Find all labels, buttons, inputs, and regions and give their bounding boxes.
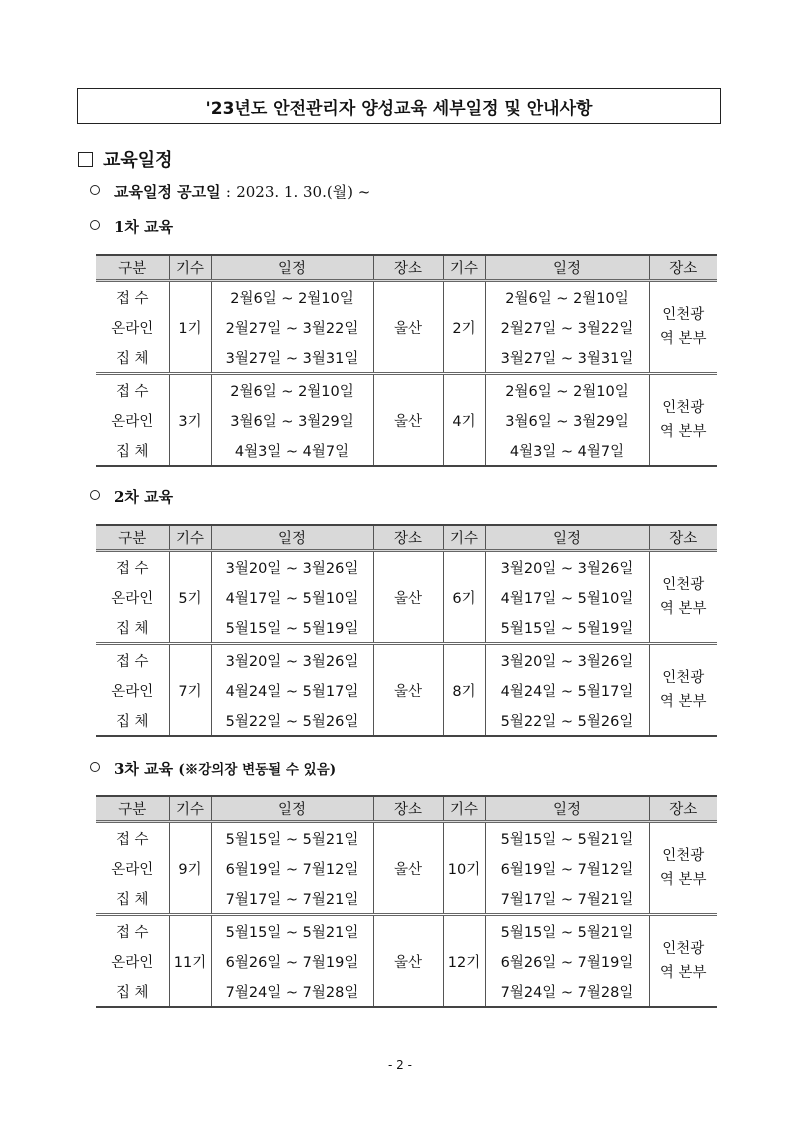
date-cell: 4월3일 ~ 4월7일 — [211, 435, 373, 466]
checkbox-square-icon — [78, 152, 93, 167]
date-cell: 4월17일 ~ 5월10일 — [485, 582, 649, 612]
term-cell: 1기 — [169, 281, 211, 374]
date-cell: 7월24일 ~ 7월28일 — [211, 976, 373, 1007]
date-cell: 4월24일 ~ 5월17일 — [211, 675, 373, 705]
column-header: 기수 — [169, 525, 211, 551]
place-cell: 울산 — [373, 551, 443, 644]
place-cell: 인천광역 본부 — [649, 822, 717, 915]
schedule-table — [96, 254, 717, 467]
term-cell: 4기 — [443, 374, 485, 467]
circle-bullet-icon — [90, 762, 100, 772]
row-label: 집 체 — [96, 976, 169, 1007]
place-cell: 울산 — [373, 374, 443, 467]
column-header: 기수 — [443, 525, 485, 551]
date-cell: 2월6일 ~ 2월10일 — [485, 281, 649, 313]
column-header: 일정 — [485, 525, 649, 551]
date-cell: 3월20일 ~ 3월26일 — [485, 644, 649, 676]
section-heading — [78, 146, 173, 172]
row-label: 접 수 — [96, 551, 169, 583]
announce-value: 2023. 1. 30.(월) ~ — [236, 183, 371, 201]
row-label: 접 수 — [96, 822, 169, 854]
column-header: 일정 — [211, 255, 373, 281]
schedule-table — [96, 524, 717, 737]
place-cell: 인천광역 본부 — [649, 374, 717, 467]
term-cell: 7기 — [169, 644, 211, 737]
row-label: 집 체 — [115, 891, 149, 908]
block-heading — [90, 486, 173, 507]
place-cell: 울산 — [373, 644, 443, 737]
term-cell: 2기 — [443, 281, 485, 374]
block-heading — [90, 216, 173, 237]
date-cell: 3월20일 ~ 3월26일 — [211, 551, 373, 583]
place-cell: 인천광역 본부 — [649, 915, 717, 1008]
date-cell: 2월27일 ~ 3월22일 — [485, 312, 649, 342]
date-cell: 7월17일 ~ 7월21일 — [211, 883, 373, 915]
place-cell: 울산 — [373, 281, 443, 374]
column-header: 장소 — [373, 255, 443, 281]
document-title: '23년도 안전관리자 양성교육 세부일정 및 안내사항 — [77, 88, 721, 124]
date-cell: 5월15일 ~ 5월19일 — [485, 612, 649, 644]
date-cell: 6월19일 ~ 7월12일 — [485, 853, 649, 883]
date-cell: 5월15일 ~ 5월21일 — [485, 915, 649, 947]
date-cell: 3월20일 ~ 3월26일 — [211, 644, 373, 676]
row-label: 집 체 — [96, 435, 169, 466]
circle-bullet-icon — [90, 185, 100, 195]
row-label: 집 체 — [96, 705, 169, 736]
date-cell: 6월26일 ~ 7월19일 — [211, 946, 373, 976]
column-header: 기수 — [443, 255, 485, 281]
row-label: 집 체 — [115, 620, 149, 637]
column-header: 기수 — [169, 255, 211, 281]
table-row — [96, 281, 717, 313]
schedule-table — [96, 795, 717, 1008]
date-cell: 2월27일 ~ 3월22일 — [211, 312, 373, 342]
date-cell: 5월15일 ~ 5월19일 — [211, 612, 373, 644]
date-cell: 2월6일 ~ 2월10일 — [485, 374, 649, 406]
row-label: 집 체 — [115, 350, 149, 367]
column-header: 장소 — [649, 796, 717, 822]
place-cell: 인천광역 본부 — [649, 644, 717, 737]
place-cell: 울산 — [373, 915, 443, 1008]
row-label: 온라인 — [111, 590, 154, 607]
date-cell: 6월19일 ~ 7월12일 — [211, 853, 373, 883]
column-header: 일정 — [211, 796, 373, 822]
table-row — [96, 374, 717, 406]
column-header: 기수 — [169, 796, 211, 822]
announce-label: 교육일정 공고일 — [114, 183, 221, 201]
column-header: 구분 — [96, 255, 169, 281]
circle-bullet-icon — [90, 490, 100, 500]
date-cell: 4월3일 ~ 4월7일 — [485, 435, 649, 466]
row-label: 온라인 — [111, 413, 154, 430]
column-header: 기수 — [443, 796, 485, 822]
column-header: 장소 — [649, 255, 717, 281]
row-label: 온라인 — [111, 954, 154, 971]
block-title: 2차 교육 — [114, 488, 174, 506]
date-cell: 7월24일 ~ 7월28일 — [485, 976, 649, 1007]
date-cell: 5월15일 ~ 5월21일 — [211, 822, 373, 854]
column-header: 장소 — [373, 525, 443, 551]
column-header: 장소 — [373, 796, 443, 822]
block-title: 3차 교육 — [114, 760, 174, 778]
date-cell: 5월15일 ~ 5월21일 — [485, 822, 649, 854]
header-row — [96, 525, 717, 551]
header-row — [96, 255, 717, 281]
date-cell: 4월17일 ~ 5월10일 — [211, 582, 373, 612]
row-label: 온라인 — [111, 861, 154, 878]
date-cell: 5월22일 ~ 5월26일 — [485, 705, 649, 736]
column-header: 장소 — [649, 525, 717, 551]
header-row — [96, 796, 717, 822]
date-cell: 4월24일 ~ 5월17일 — [485, 675, 649, 705]
term-cell: 9기 — [169, 822, 211, 915]
place-cell: 울산 — [373, 822, 443, 915]
announce-line — [90, 181, 370, 202]
block-heading — [90, 758, 336, 779]
section-heading-text: 교육일정 — [103, 150, 173, 171]
term-cell: 12기 — [443, 915, 485, 1008]
date-cell: 7월17일 ~ 7월21일 — [485, 883, 649, 915]
place-cell: 인천광역 본부 — [649, 551, 717, 644]
place-cell: 인천광역 본부 — [649, 281, 717, 374]
date-cell: 3월6일 ~ 3월29일 — [485, 405, 649, 435]
column-header: 일정 — [485, 255, 649, 281]
row-label: 온라인 — [111, 683, 154, 700]
date-cell: 3월27일 ~ 3월31일 — [485, 342, 649, 374]
row-label: 접 수 — [96, 915, 169, 947]
term-cell: 5기 — [169, 551, 211, 644]
page-number: - 2 - — [388, 1058, 412, 1072]
term-cell: 3기 — [169, 374, 211, 467]
date-cell: 2월6일 ~ 2월10일 — [211, 281, 373, 313]
date-cell: 5월22일 ~ 5월26일 — [211, 705, 373, 736]
circle-bullet-icon — [90, 220, 100, 230]
column-header: 일정 — [485, 796, 649, 822]
term-cell: 10기 — [443, 822, 485, 915]
date-cell: 3월27일 ~ 3월31일 — [211, 342, 373, 374]
row-label: 접 수 — [96, 374, 169, 406]
table-row — [96, 822, 717, 854]
column-header: 구분 — [96, 796, 169, 822]
block-note: (※강의장 변동될 수 있음) — [178, 762, 337, 778]
row-label: 접 수 — [96, 281, 169, 313]
row-label: 접 수 — [96, 644, 169, 676]
announce-sep: : — [225, 183, 231, 201]
table-row — [96, 915, 717, 947]
date-cell: 5월15일 ~ 5월21일 — [211, 915, 373, 947]
table-row — [96, 644, 717, 676]
column-header: 구분 — [96, 525, 169, 551]
block-title: 1차 교육 — [114, 218, 174, 236]
term-cell: 11기 — [169, 915, 211, 1008]
date-cell: 3월6일 ~ 3월29일 — [211, 405, 373, 435]
row-label: 온라인 — [111, 320, 154, 337]
date-cell: 6월26일 ~ 7월19일 — [485, 946, 649, 976]
column-header: 일정 — [211, 525, 373, 551]
date-cell: 2월6일 ~ 2월10일 — [211, 374, 373, 406]
term-cell: 6기 — [443, 551, 485, 644]
table-row — [96, 551, 717, 583]
date-cell: 3월20일 ~ 3월26일 — [485, 551, 649, 583]
term-cell: 8기 — [443, 644, 485, 737]
